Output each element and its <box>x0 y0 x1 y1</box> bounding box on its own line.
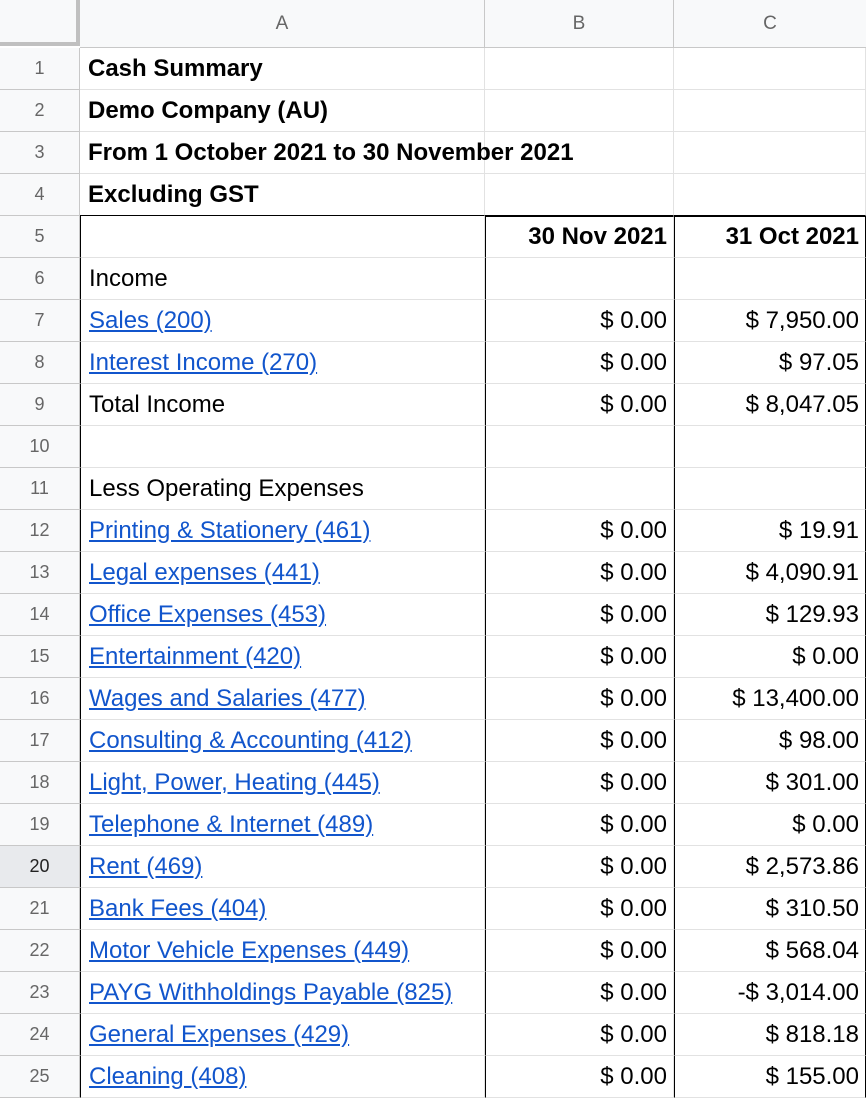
row-header[interactable]: 6 <box>0 258 80 300</box>
amount-nov-cell[interactable]: $ 0.00 <box>485 1014 674 1056</box>
report-title-cell[interactable]: Cash Summary <box>80 48 485 90</box>
amount-nov-cell[interactable]: $ 0.00 <box>485 720 674 762</box>
column-header-b[interactable]: B <box>485 0 674 48</box>
column-date-header[interactable]: 31 Oct 2021 <box>674 216 866 258</box>
row-header[interactable]: 5 <box>0 216 80 258</box>
amount-oct-cell[interactable]: $ 0.00 <box>674 804 866 846</box>
amount-oct-cell[interactable] <box>674 132 866 174</box>
amount-oct-cell[interactable] <box>674 426 866 468</box>
row-header[interactable]: 9 <box>0 384 80 426</box>
amount-nov-cell[interactable]: $ 0.00 <box>485 594 674 636</box>
amount-oct-cell[interactable] <box>674 90 866 132</box>
row-header[interactable]: 19 <box>0 804 80 846</box>
account-link[interactable]: Motor Vehicle Expenses (449) <box>80 930 485 972</box>
row-header[interactable]: 11 <box>0 468 80 510</box>
account-link[interactable]: Entertainment (420) <box>80 636 485 678</box>
amount-oct-cell[interactable]: $ 4,090.91 <box>674 552 866 594</box>
account-link[interactable]: Interest Income (270) <box>80 342 485 384</box>
amount-oct-cell[interactable]: $ 310.50 <box>674 888 866 930</box>
amount-nov-cell[interactable]: $ 0.00 <box>485 804 674 846</box>
amount-oct-cell[interactable]: $ 7,950.00 <box>674 300 866 342</box>
amount-oct-cell[interactable]: $ 0.00 <box>674 636 866 678</box>
amount-nov-cell[interactable]: $ 0.00 <box>485 972 674 1014</box>
amount-oct-cell[interactable]: $ 155.00 <box>674 1056 866 1098</box>
column-date-header[interactable]: 30 Nov 2021 <box>485 216 674 258</box>
account-link[interactable]: Printing & Stationery (461) <box>80 510 485 552</box>
amount-oct-cell[interactable]: $ 13,400.00 <box>674 678 866 720</box>
account-link[interactable]: Office Expenses (453) <box>80 594 485 636</box>
amount-oct-cell[interactable] <box>674 258 866 300</box>
row-header[interactable]: 22 <box>0 930 80 972</box>
cell-label[interactable]: Total Income <box>80 384 485 426</box>
amount-nov-cell[interactable] <box>485 90 674 132</box>
row-header[interactable]: 12 <box>0 510 80 552</box>
row-header[interactable]: 4 <box>0 174 80 216</box>
row-header[interactable]: 23 <box>0 972 80 1014</box>
account-link[interactable]: PAYG Withholdings Payable (825) <box>80 972 485 1014</box>
row-header[interactable]: 1 <box>0 48 80 90</box>
column-header-a[interactable]: A <box>80 0 485 48</box>
amount-nov-cell[interactable] <box>485 132 674 174</box>
amount-nov-cell[interactable]: $ 0.00 <box>485 552 674 594</box>
amount-oct-cell[interactable]: $ 97.05 <box>674 342 866 384</box>
account-link[interactable]: Light, Power, Heating (445) <box>80 762 485 804</box>
amount-oct-cell[interactable]: $ 19.91 <box>674 510 866 552</box>
cell-label[interactable]: Income <box>80 258 485 300</box>
report-title-cell[interactable]: Excluding GST <box>80 174 485 216</box>
amount-nov-cell[interactable] <box>485 258 674 300</box>
amount-nov-cell[interactable]: $ 0.00 <box>485 846 674 888</box>
account-link[interactable]: Sales (200) <box>80 300 485 342</box>
amount-nov-cell[interactable]: $ 0.00 <box>485 930 674 972</box>
amount-oct-cell[interactable]: $ 8,047.05 <box>674 384 866 426</box>
account-link[interactable]: Wages and Salaries (477) <box>80 678 485 720</box>
account-link[interactable]: Consulting & Accounting (412) <box>80 720 485 762</box>
amount-oct-cell[interactable]: $ 568.04 <box>674 930 866 972</box>
row-header[interactable]: 25 <box>0 1056 80 1098</box>
amount-oct-cell[interactable]: $ 98.00 <box>674 720 866 762</box>
cell-label[interactable] <box>80 216 485 258</box>
account-link[interactable]: General Expenses (429) <box>80 1014 485 1056</box>
row-header[interactable]: 20 <box>0 846 80 888</box>
amount-nov-cell[interactable]: $ 0.00 <box>485 762 674 804</box>
report-title-cell[interactable]: Demo Company (AU) <box>80 90 485 132</box>
row-header[interactable]: 15 <box>0 636 80 678</box>
amount-nov-cell[interactable]: $ 0.00 <box>485 636 674 678</box>
row-header[interactable]: 14 <box>0 594 80 636</box>
cell-label[interactable]: Less Operating Expenses <box>80 468 485 510</box>
row-header[interactable]: 8 <box>0 342 80 384</box>
select-all-corner[interactable] <box>0 0 80 46</box>
amount-nov-cell[interactable] <box>485 174 674 216</box>
amount-oct-cell[interactable] <box>674 48 866 90</box>
amount-nov-cell[interactable] <box>485 426 674 468</box>
column-header-c[interactable]: C <box>674 0 866 48</box>
account-link[interactable]: Telephone & Internet (489) <box>80 804 485 846</box>
row-header[interactable]: 24 <box>0 1014 80 1056</box>
amount-oct-cell[interactable]: $ 129.93 <box>674 594 866 636</box>
row-header[interactable]: 10 <box>0 426 80 468</box>
amount-nov-cell[interactable]: $ 0.00 <box>485 384 674 426</box>
account-link[interactable]: Bank Fees (404) <box>80 888 485 930</box>
amount-nov-cell[interactable]: $ 0.00 <box>485 510 674 552</box>
amount-oct-cell[interactable]: -$ 3,014.00 <box>674 972 866 1014</box>
amount-oct-cell[interactable]: $ 818.18 <box>674 1014 866 1056</box>
row-header[interactable]: 16 <box>0 678 80 720</box>
row-header[interactable]: 13 <box>0 552 80 594</box>
row-header[interactable]: 7 <box>0 300 80 342</box>
account-link[interactable]: Rent (469) <box>80 846 485 888</box>
amount-nov-cell[interactable]: $ 0.00 <box>485 1056 674 1098</box>
row-header[interactable]: 21 <box>0 888 80 930</box>
row-header[interactable]: 3 <box>0 132 80 174</box>
row-header[interactable]: 17 <box>0 720 80 762</box>
row-header[interactable]: 18 <box>0 762 80 804</box>
amount-nov-cell[interactable]: $ 0.00 <box>485 342 674 384</box>
amount-nov-cell[interactable] <box>485 48 674 90</box>
amount-nov-cell[interactable]: $ 0.00 <box>485 888 674 930</box>
amount-oct-cell[interactable] <box>674 174 866 216</box>
cell-label[interactable] <box>80 426 485 468</box>
report-title-cell[interactable]: From 1 October 2021 to 30 November 2021 <box>80 132 485 174</box>
account-link[interactable]: Cleaning (408) <box>80 1056 485 1098</box>
amount-oct-cell[interactable] <box>674 468 866 510</box>
account-link[interactable]: Legal expenses (441) <box>80 552 485 594</box>
amount-nov-cell[interactable]: $ 0.00 <box>485 300 674 342</box>
amount-nov-cell[interactable]: $ 0.00 <box>485 678 674 720</box>
amount-oct-cell[interactable]: $ 301.00 <box>674 762 866 804</box>
amount-oct-cell[interactable]: $ 2,573.86 <box>674 846 866 888</box>
row-header[interactable]: 2 <box>0 90 80 132</box>
amount-nov-cell[interactable] <box>485 468 674 510</box>
